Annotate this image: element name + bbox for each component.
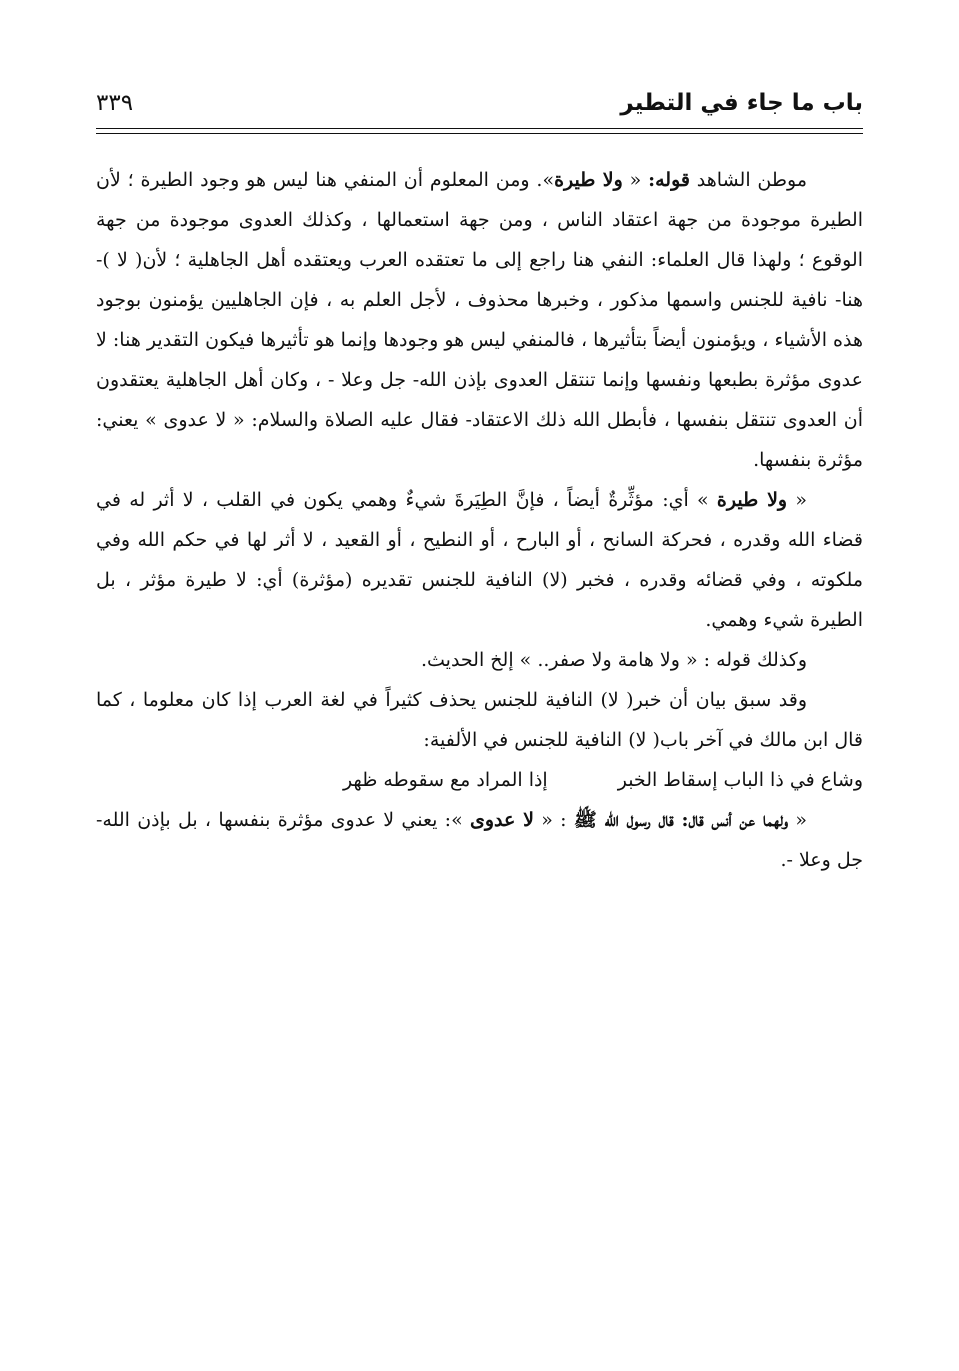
header-rule-thin (96, 133, 863, 134)
header-rule-thick (96, 128, 863, 129)
verse-first-hemistich: وشاع في ذا الباب إسقاط الخبر (617, 769, 863, 791)
verse-second-hemistich: إذا المراد مع سقوطه ظهر (342, 769, 548, 791)
poetry-verse (96, 760, 863, 800)
running-header (96, 88, 863, 128)
paragraph-1 (96, 160, 863, 480)
paragraph-1-rest: ». ومن المعلوم أن المنفي هنا ليس هو وجود الطيرة ؛ لأن الطيرة موجودة من جهة اعتقاد الناس ، ومن جهة استعمالها ، وكذلك العدوى موجودة من جهة الوقوع ؛ ولهذا قال العلماء: النفي هنا راجع إلى ما تعتقده العرب ويعتقده أهل الجاهلية ؛ لأن( لا )-هنا- نافية للجنس واسمها مذكور ، وخبرها محذوف ، لأجل العلم به ، فإن الجاهليين يؤمنون بوجود هذه الأشياء ، ويؤمنون أيضاً بتأثيرها ، فالمنفي ليس هو وجودها وإنما هو تأثيرها فيكون التقدير هنا: لا عدوى مؤثرة بطبعها ونفسها وإنما تنتقل العدوى بإذن الله- جل وعلا - ، وكان أهل الجاهلية يعتقدون أن العدوى تنتقل بنفسها ، فأبطل الله ذلك الاعتقاد- فقال عليه الصلاة والسلام: « لا عدوى » يعني: مؤثرة بنفسها. (96, 169, 863, 471)
paragraph-2 (96, 480, 863, 640)
body-text (96, 160, 863, 880)
paragraph-6-bold-hadith-intro: ولهما عن أنس قال: قال رسول الله ﷺ (573, 809, 789, 831)
paragraph-6-lead: « (788, 809, 807, 831)
paragraph-2-rest: » أي: مؤثِّرةٌ أيضاً ، فإنَّ الطِيَرةَ شيءٌ وهمي يكون في القلب ، لا أثر له في قضاء الله وقدره ، فحركة السانح ، أو البارح ، أو النطيح ، أو القعيد ، لا أثر لها في حكم الله وفي ملكوته ، وفي قضائه وقدره ، فخبر (لا) النافية للجنس تقديره (مؤثرة) أي: لا طيرة مؤثر ، بل الطيرة شيء وهمي. (96, 489, 863, 631)
chapter-title: باب ما جاء في التطير (620, 90, 863, 116)
paragraph-3: وكذلك قوله : « ولا هامة ولا صفر.. » إلخ الحديث. (420, 649, 807, 671)
paragraph-6-rest: »: يعني لا عدوى مؤثرة بنفسها ، بل بإذن الله- جل وعلا -. (96, 809, 863, 871)
paragraph-6-quote-open: : « (534, 809, 574, 831)
paragraph-6-bold-la-adwa: لا عدوى (469, 809, 535, 831)
page-number: ٣٣٩ (96, 90, 134, 116)
paragraph-1-bold-qawluh: قوله: (648, 169, 690, 191)
paragraph-1-quote-open: « (622, 169, 649, 191)
paragraph-1-bold-tiyara: ولا طيرة (554, 169, 623, 191)
paragraph-1-lead: موطن الشاهد (689, 169, 807, 191)
paragraph-6 (96, 800, 863, 880)
paragraph-4: وقد سبق بيان أن خبر( لا) النافية للجنس يحذف كثيراً في لغة العرب إذا كان معلوما ، كما قال ابن مالك في آخر باب( لا) النافية للجنس في الألفية: (96, 689, 863, 751)
paragraph-2-bold: ولا طيرة (716, 489, 788, 511)
paragraph-2-lead: « (787, 489, 807, 511)
